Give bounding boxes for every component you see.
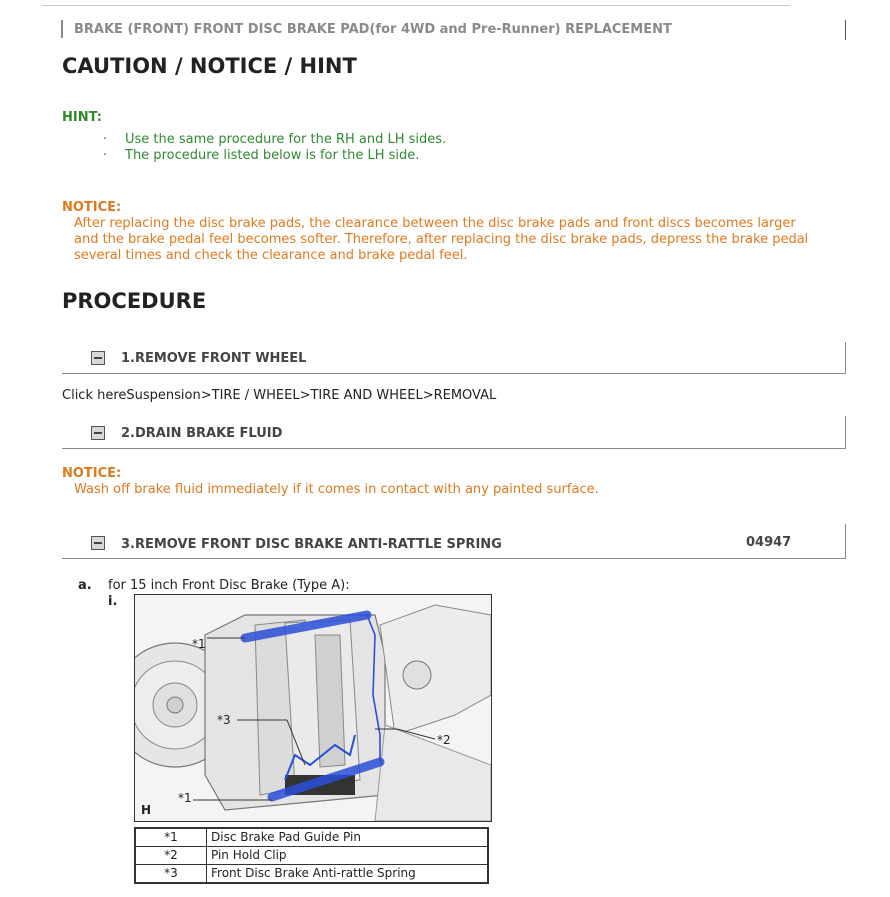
hint-item: Use the same procedure for the RH and LH sides. xyxy=(125,132,447,147)
substep-text-a: for 15 inch Front Disc Brake (Type A): xyxy=(108,578,350,593)
step-divider xyxy=(62,558,846,559)
header-bar-right xyxy=(845,20,846,40)
legend-desc: Front Disc Brake Anti-rattle Spring xyxy=(207,865,489,884)
substep-marker-a: a. xyxy=(78,578,92,593)
callout-pin-hold-clip: *2 xyxy=(437,733,451,747)
step-divider xyxy=(62,448,846,449)
legend-code: *3 xyxy=(135,865,207,884)
legend-desc: Pin Hold Clip xyxy=(207,847,489,865)
table-row xyxy=(135,828,488,847)
notice-text xyxy=(74,216,864,264)
step-divider xyxy=(845,342,846,374)
legend-code: *1 xyxy=(135,828,207,847)
callout-anti-rattle-spring: *3 xyxy=(217,713,231,727)
notice-text: Wash off brake fluid immediately if it comes in contact with any painted surface. xyxy=(74,482,599,497)
hint-item: The procedure listed below is for the LH side. xyxy=(125,148,420,163)
collapse-icon[interactable] xyxy=(91,426,105,440)
bullet-icon: · xyxy=(103,132,108,147)
step1-link-text[interactable]: Click hereSuspension>TIRE / WHEEL>TIRE AND WHEEL>REMOVAL xyxy=(62,388,497,403)
brake-illustration-drawing xyxy=(135,595,491,821)
caution-heading: CAUTION / NOTICE / HINT xyxy=(62,54,357,78)
callout-guide-pin-bottom: *1 xyxy=(178,791,192,805)
table-row xyxy=(135,865,488,884)
step-title-remove-anti-rattle-spring[interactable]: 3.REMOVE FRONT DISC BRAKE ANTI-RATTLE SPRING xyxy=(121,537,502,552)
step-code: 04947 xyxy=(746,535,792,550)
step-divider xyxy=(845,416,846,449)
step-title-drain-brake-fluid[interactable]: 2.DRAIN BRAKE FLUID xyxy=(121,426,283,441)
substep-marker-i: i. xyxy=(108,594,118,609)
hint-label: HINT: xyxy=(62,110,102,125)
step-title-remove-front-wheel[interactable]: 1.REMOVE FRONT WHEEL xyxy=(121,351,307,366)
step-divider xyxy=(845,524,846,559)
collapse-icon[interactable] xyxy=(91,536,105,550)
legend-desc: Disc Brake Pad Guide Pin xyxy=(207,828,489,847)
collapse-icon[interactable] xyxy=(91,351,105,365)
notice-line: several times and check the clearance and brake pedal feel. xyxy=(74,248,468,263)
top-divider xyxy=(42,5,790,6)
breadcrumb-title: BRAKE (FRONT) FRONT DISC BRAKE PAD(for 4WD and Pre-Runner) REPLACEMENT xyxy=(74,22,672,37)
procedure-heading: PROCEDURE xyxy=(62,289,207,313)
header-bar-left xyxy=(61,20,63,38)
figure-corner-label: H xyxy=(141,803,152,817)
table-row xyxy=(135,847,488,865)
notice-line: and the brake pedal feel becomes softer. Therefore, after replacing the disc brake pads, depress the brake pedal xyxy=(74,232,809,247)
callout-guide-pin-top: *1 xyxy=(192,637,206,651)
brake-illustration xyxy=(134,594,492,822)
legend-table xyxy=(134,827,489,884)
step-divider xyxy=(62,373,846,374)
notice-line: After replacing the disc brake pads, the clearance between the disc brake pads and front discs becomes larger xyxy=(74,216,796,231)
notice-label: NOTICE: xyxy=(62,466,122,481)
notice-label: NOTICE: xyxy=(62,200,122,215)
bullet-icon: · xyxy=(103,148,108,163)
legend-code: *2 xyxy=(135,847,207,865)
